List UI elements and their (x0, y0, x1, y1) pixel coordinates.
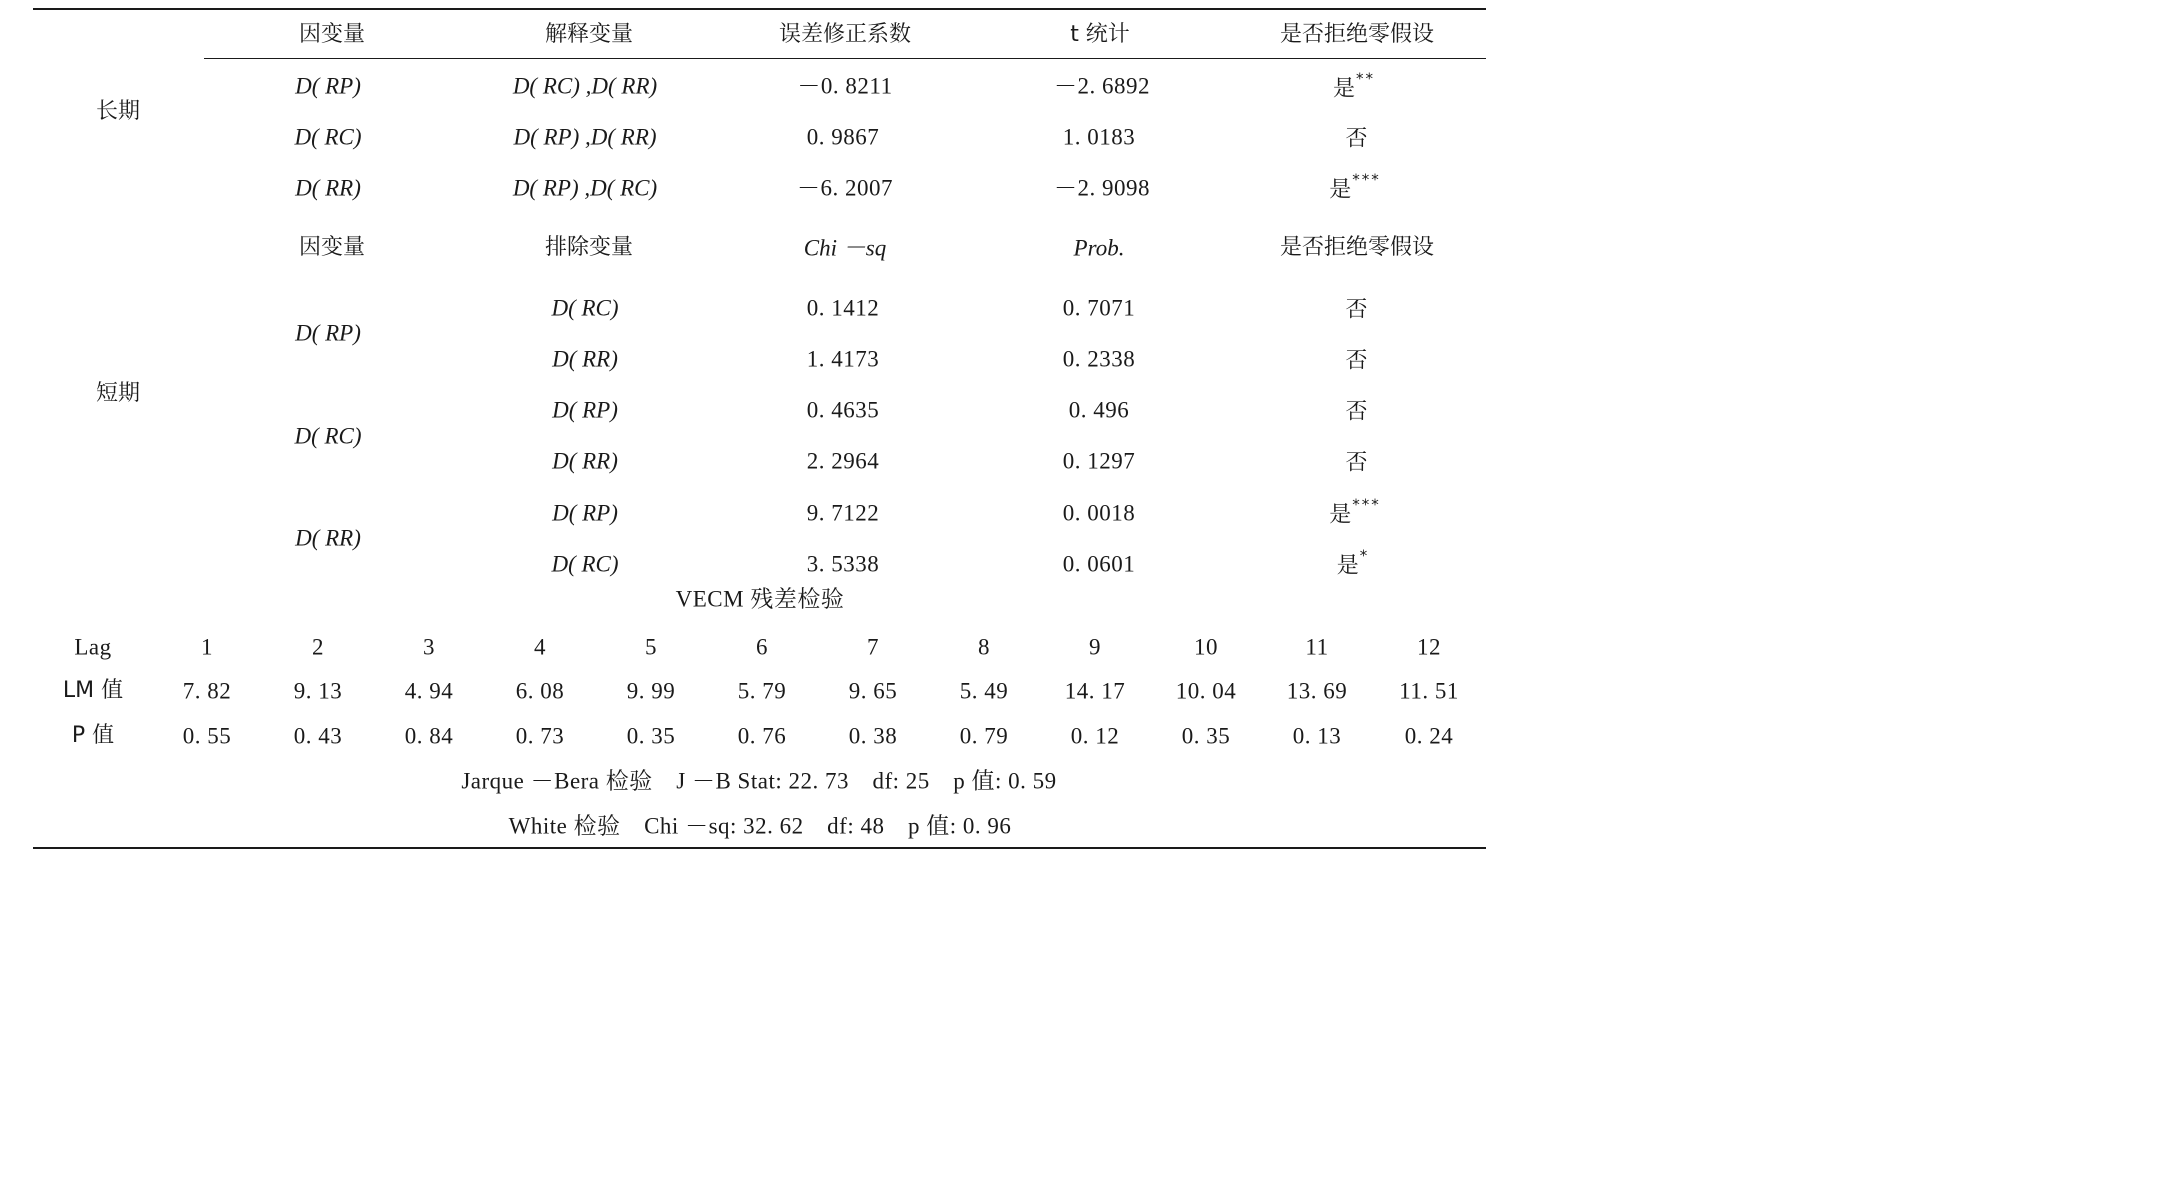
lt-row-tstat: －2. 6892 (1054, 73, 1150, 99)
st-row-chisq: 2. 2964 (806, 448, 880, 474)
lag-cell: 7 (867, 634, 879, 660)
lt-row-dep: D( RR) (295, 175, 361, 201)
st-row-excl: D( RR) (552, 346, 618, 372)
lm-cell: 9. 99 (626, 678, 676, 704)
lag-cell: 8 (978, 634, 990, 660)
reject-value: 否 (1345, 126, 1368, 152)
st-row-reject (1345, 398, 1368, 423)
st-row-prob: 0. 2338 (1062, 346, 1136, 372)
lag-cell: 5 (645, 634, 657, 660)
p-cell: 0. 84 (404, 723, 454, 749)
lag-cell: 11 (1305, 634, 1329, 660)
lm-cell: 13. 69 (1286, 678, 1348, 704)
reject-value: 是 (1332, 76, 1356, 102)
st-row-excl: D( RC) (551, 295, 619, 321)
st-row-prob: 0. 7071 (1062, 295, 1136, 321)
header-rule (204, 58, 1486, 59)
p-cell: 0. 38 (848, 723, 898, 749)
lag-cell: 4 (534, 634, 546, 660)
lm-cell: 4. 94 (404, 678, 454, 704)
lt-header-coef: 误差修正系数 (778, 22, 912, 47)
lt-header-reject: 是否拒绝零假设 (1279, 22, 1435, 47)
lt-header-dep: 因变量 (298, 22, 366, 47)
top-rule (33, 8, 1486, 10)
short-term-label: 短期 (95, 381, 141, 406)
st-row-chisq: 0. 1412 (806, 295, 880, 321)
lag-cell: 9 (1089, 634, 1101, 660)
p-cell: 0. 35 (1181, 723, 1231, 749)
lt-row-dep: D( RC) (294, 124, 362, 150)
reject-value: 否 (1345, 450, 1368, 476)
lt-row-expl: D( RC) ,D( RR) (512, 73, 658, 99)
p-cell: 0. 43 (293, 723, 343, 749)
p-cell: 0. 73 (515, 723, 565, 749)
reject-value: 是 (1329, 177, 1352, 203)
st-group-dep: D( RC) (294, 423, 362, 449)
st-row-excl: D( RP) (552, 397, 618, 423)
st-row-reject (1345, 449, 1368, 474)
lt-row-reject (1329, 170, 1381, 203)
st-row-reject (1329, 495, 1381, 528)
st-row-chisq: 1. 4173 (806, 346, 880, 372)
lm-cell: 9. 65 (848, 678, 898, 704)
lm-cell: 5. 79 (737, 678, 787, 704)
lm-cell: 5. 49 (959, 678, 1009, 704)
p-label: P 值 (71, 723, 115, 748)
lm-cell: 9. 13 (293, 678, 343, 704)
significance-stars: *** (1352, 170, 1381, 189)
st-row-chisq: 3. 5338 (806, 551, 880, 577)
lt-row-reject (1345, 125, 1368, 150)
lag-cell: 2 (312, 634, 324, 660)
lt-row-coef: 0. 9867 (806, 124, 880, 150)
lag-cell: 12 (1417, 634, 1441, 660)
st-row-chisq: 0. 4635 (806, 397, 880, 423)
lm-cell: 10. 04 (1175, 678, 1237, 704)
long-term-label: 长期 (95, 99, 141, 124)
lag-label: Lag (74, 634, 112, 660)
st-header-dep: 因变量 (298, 235, 366, 260)
lt-row-expl: D( RP) ,D( RC) (512, 175, 658, 201)
residual-title: VECM 残差检验 (675, 586, 845, 612)
bottom-rule (33, 847, 1486, 849)
st-row-prob: 0. 0018 (1062, 500, 1136, 526)
st-header-prob: Prob. (1073, 235, 1125, 261)
significance-stars: * (1359, 546, 1370, 565)
st-header-reject: 是否拒绝零假设 (1279, 235, 1435, 260)
p-cell: 0. 24 (1404, 723, 1454, 749)
lt-row-coef: －0. 8211 (797, 73, 893, 99)
st-row-excl: D( RC) (551, 551, 619, 577)
lag-cell: 1 (201, 634, 213, 660)
st-row-prob: 0. 496 (1068, 397, 1130, 423)
lm-label: LM 值 (62, 678, 124, 703)
st-row-prob: 0. 0601 (1062, 551, 1136, 577)
lag-cell: 3 (423, 634, 435, 660)
significance-stars: *** (1352, 495, 1381, 514)
reject-value: 否 (1345, 399, 1368, 425)
jarque-bera-test: Jarque －Bera 检验 J －B Stat: 22. 73 df: 25 p 值: 0. 59 (461, 768, 1057, 794)
st-group-dep: D( RP) (295, 320, 361, 346)
st-header-chisq: Chi －sq (803, 235, 887, 261)
reject-value: 是 (1329, 502, 1352, 528)
lt-header-expl: 解释变量 (544, 22, 634, 47)
p-cell: 0. 55 (182, 723, 232, 749)
st-row-reject (1345, 347, 1368, 372)
lm-cell: 14. 17 (1064, 678, 1126, 704)
lm-cell: 11. 51 (1399, 678, 1459, 704)
st-header-excl: 排除变量 (544, 235, 634, 260)
st-group-dep: D( RR) (295, 525, 361, 551)
lag-cell: 6 (756, 634, 768, 660)
p-cell: 0. 76 (737, 723, 787, 749)
reject-value: 否 (1345, 348, 1368, 374)
lag-cell: 10 (1194, 634, 1218, 660)
significance-stars: ** (1356, 69, 1376, 88)
reject-value: 是 (1336, 553, 1359, 579)
p-cell: 0. 12 (1070, 723, 1120, 749)
lt-row-tstat: －2. 9098 (1054, 175, 1150, 201)
lt-row-dep: D( RP) (295, 73, 361, 99)
st-row-chisq: 9. 7122 (806, 500, 880, 526)
lt-row-tstat: 1. 0183 (1062, 124, 1136, 150)
st-row-excl: D( RR) (552, 448, 618, 474)
p-cell: 0. 79 (959, 723, 1009, 749)
p-cell: 0. 13 (1292, 723, 1342, 749)
lt-row-reject (1332, 69, 1376, 102)
lt-row-coef: －6. 2007 (797, 175, 893, 201)
lt-row-expl: D( RP) ,D( RR) (513, 124, 657, 150)
lm-cell: 6. 08 (515, 678, 565, 704)
lt-header-tstat: t 统计 (1070, 22, 1130, 47)
st-row-reject (1336, 546, 1370, 579)
st-row-reject (1345, 296, 1368, 321)
p-cell: 0. 35 (626, 723, 676, 749)
white-test: White 检验 Chi －sq: 32. 62 df: 48 p 值: 0. 96 (508, 813, 1012, 839)
st-row-excl: D( RP) (552, 500, 618, 526)
reject-value: 否 (1345, 297, 1368, 323)
st-row-prob: 0. 1297 (1062, 448, 1136, 474)
lm-cell: 7. 82 (182, 678, 232, 704)
